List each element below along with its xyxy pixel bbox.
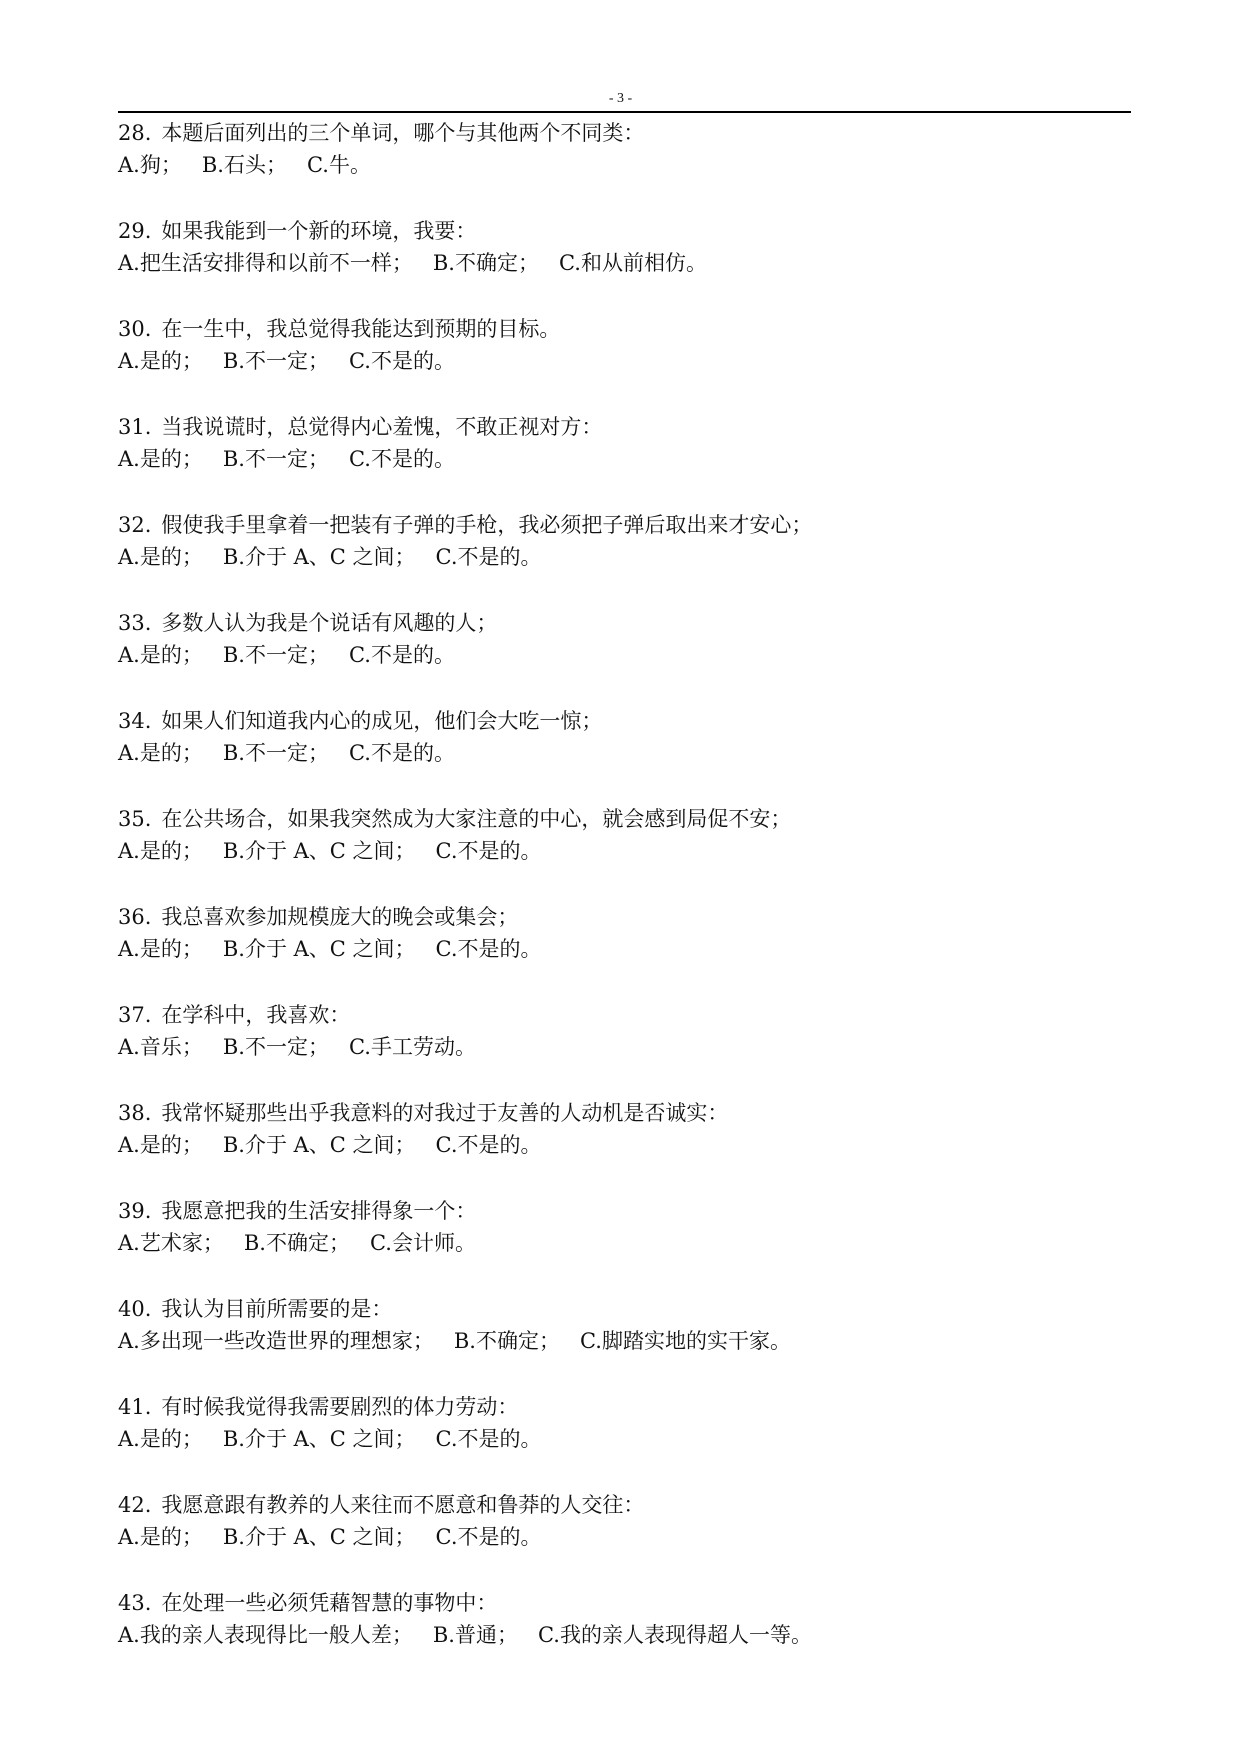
option-a: A.是的； <box>118 741 203 765</box>
answer-options <box>118 1423 1131 1455</box>
question-item <box>118 705 1131 803</box>
question-text: 如果人们知道我内心的成见，他们会大吃一惊； <box>161 709 603 733</box>
option-c: C.不是的。 <box>348 349 455 373</box>
question-item <box>118 803 1131 901</box>
question-item <box>118 1587 1131 1685</box>
option-b: B.不一定； <box>222 349 329 373</box>
option-a: A.是的； <box>118 1427 203 1451</box>
option-c: C.不是的。 <box>348 643 455 667</box>
answer-options <box>118 737 1131 769</box>
answer-options <box>118 149 1131 181</box>
answer-options <box>118 1521 1131 1553</box>
option-c: C.我的亲人表现得超人一等。 <box>537 1623 812 1647</box>
question-stem <box>118 1587 1131 1619</box>
question-item <box>118 1097 1131 1195</box>
question-text: 在公共场合，如果我突然成为大家注意的中心，就会感到局促不安； <box>161 807 792 831</box>
question-number: 29. <box>118 219 152 243</box>
option-a: A.是的； <box>118 1525 203 1549</box>
header-rule <box>118 111 1131 113</box>
question-stem <box>118 999 1131 1031</box>
option-b: B.不确定； <box>453 1329 560 1353</box>
option-b: B.不一定； <box>222 447 329 471</box>
option-b: B.介于 A、C 之间； <box>222 1133 416 1157</box>
question-number: 35. <box>118 807 152 831</box>
answer-options <box>118 1031 1131 1063</box>
option-c: C.脚踏实地的实干家。 <box>579 1329 791 1353</box>
option-c: C.和从前相仿。 <box>558 251 707 275</box>
option-b: B.不确定； <box>243 1231 350 1255</box>
question-item <box>118 607 1131 705</box>
option-c: C.不是的。 <box>348 741 455 765</box>
option-c: C.不是的。 <box>435 937 542 961</box>
answer-options <box>118 541 1131 573</box>
option-a: A.是的； <box>118 839 203 863</box>
option-a: A.我的亲人表现得比一般人差； <box>118 1623 413 1647</box>
option-b: B.介于 A、C 之间； <box>222 545 416 569</box>
option-c: C.不是的。 <box>435 1133 542 1157</box>
answer-options <box>118 1227 1131 1259</box>
question-item <box>118 1195 1131 1293</box>
option-c: C.会计师。 <box>369 1231 476 1255</box>
question-number: 37. <box>118 1003 152 1027</box>
option-b: B.石头； <box>201 153 287 177</box>
question-item <box>118 509 1131 607</box>
option-b: B.不一定； <box>222 643 329 667</box>
option-c: C.不是的。 <box>348 447 455 471</box>
question-item <box>118 999 1131 1097</box>
question-stem <box>118 117 1131 149</box>
option-b: B.介于 A、C 之间； <box>222 1427 416 1451</box>
option-a: A.多出现一些改造世界的理想家； <box>118 1329 434 1353</box>
question-text: 我认为目前所需要的是： <box>161 1297 393 1321</box>
option-b: B.不一定； <box>222 741 329 765</box>
option-c: C.手工劳动。 <box>348 1035 476 1059</box>
answer-options <box>118 345 1131 377</box>
question-text: 在一生中，我总觉得我能达到预期的目标。 <box>161 317 561 341</box>
answer-options <box>118 443 1131 475</box>
question-list <box>118 117 1131 1685</box>
question-stem <box>118 1097 1131 1129</box>
question-text: 我总喜欢参加规模庞大的晚会或集会； <box>161 905 519 929</box>
question-stem <box>118 1195 1131 1227</box>
question-number: 41. <box>118 1395 152 1419</box>
question-item <box>118 117 1131 215</box>
question-number: 43. <box>118 1591 152 1615</box>
option-a: A.是的； <box>118 349 203 373</box>
question-number: 28. <box>118 121 152 145</box>
question-text: 我愿意跟有教养的人来往而不愿意和鲁莽的人交往： <box>161 1493 645 1517</box>
question-item <box>118 901 1131 999</box>
answer-options <box>118 247 1131 279</box>
question-text: 假使我手里拿着一把装有子弹的手枪，我必须把子弹后取出来才安心； <box>161 513 813 537</box>
option-b: B.不一定； <box>222 1035 329 1059</box>
answer-options <box>118 933 1131 965</box>
question-stem <box>118 901 1131 933</box>
option-a: A.把生活安排得和以前不一样； <box>118 251 413 275</box>
option-b: B.不确定； <box>432 251 539 275</box>
question-stem <box>118 803 1131 835</box>
option-a: A.音乐； <box>118 1035 203 1059</box>
question-stem <box>118 705 1131 737</box>
question-item <box>118 313 1131 411</box>
question-stem <box>118 411 1131 443</box>
option-a: A.是的； <box>118 447 203 471</box>
question-text: 多数人认为我是个说话有风趣的人； <box>161 611 498 635</box>
question-text: 如果我能到一个新的环境，我要： <box>161 219 477 243</box>
question-text: 当我说谎时，总觉得内心羞愧，不敢正视对方： <box>161 415 603 439</box>
question-number: 39. <box>118 1199 152 1223</box>
question-stem <box>118 607 1131 639</box>
question-item <box>118 1293 1131 1391</box>
question-stem <box>118 1293 1131 1325</box>
question-number: 31. <box>118 415 152 439</box>
option-c: C.不是的。 <box>435 1525 542 1549</box>
option-c: C.不是的。 <box>435 1427 542 1451</box>
question-text: 我愿意把我的生活安排得象一个： <box>161 1199 477 1223</box>
question-stem <box>118 1391 1131 1423</box>
answer-options <box>118 1325 1131 1357</box>
option-b: B.介于 A、C 之间； <box>222 937 416 961</box>
question-stem <box>118 1489 1131 1521</box>
answer-options <box>118 1619 1131 1651</box>
answer-options <box>118 639 1131 671</box>
question-text: 在学科中，我喜欢： <box>161 1003 351 1027</box>
option-a: A.是的； <box>118 1133 203 1157</box>
question-stem <box>118 313 1131 345</box>
question-number: 36. <box>118 905 152 929</box>
question-stem <box>118 215 1131 247</box>
option-c: C.牛。 <box>306 153 371 177</box>
question-item <box>118 411 1131 509</box>
option-a: A.是的； <box>118 643 203 667</box>
question-text: 我常怀疑那些出乎我意料的对我过于友善的人动机是否诚实： <box>161 1101 729 1125</box>
question-item <box>118 1391 1131 1489</box>
option-b: B.普通； <box>432 1623 518 1647</box>
question-number: 42. <box>118 1493 152 1517</box>
question-text: 本题后面列出的三个单词，哪个与其他两个不同类： <box>161 121 645 145</box>
question-number: 30. <box>118 317 152 341</box>
question-stem <box>118 509 1131 541</box>
question-text: 在处理一些必须凭藉智慧的事物中： <box>161 1591 498 1615</box>
question-number: 33. <box>118 611 152 635</box>
question-item <box>118 1489 1131 1587</box>
question-text: 有时候我觉得我需要剧烈的体力劳动： <box>161 1395 519 1419</box>
option-c: C.不是的。 <box>435 545 542 569</box>
question-number: 34. <box>118 709 152 733</box>
question-number: 38. <box>118 1101 152 1125</box>
question-item <box>118 215 1131 313</box>
answer-options <box>118 835 1131 867</box>
option-c: C.不是的。 <box>435 839 542 863</box>
question-number: 32. <box>118 513 152 537</box>
option-a: A.艺术家； <box>118 1231 224 1255</box>
option-b: B.介于 A、C 之间； <box>222 1525 416 1549</box>
option-a: A.是的； <box>118 545 203 569</box>
answer-options <box>118 1129 1131 1161</box>
option-a: A.狗； <box>118 153 182 177</box>
option-a: A.是的； <box>118 937 203 961</box>
question-number: 40. <box>118 1297 152 1321</box>
option-b: B.介于 A、C 之间； <box>222 839 416 863</box>
page-number: - 3 - <box>608 91 633 106</box>
